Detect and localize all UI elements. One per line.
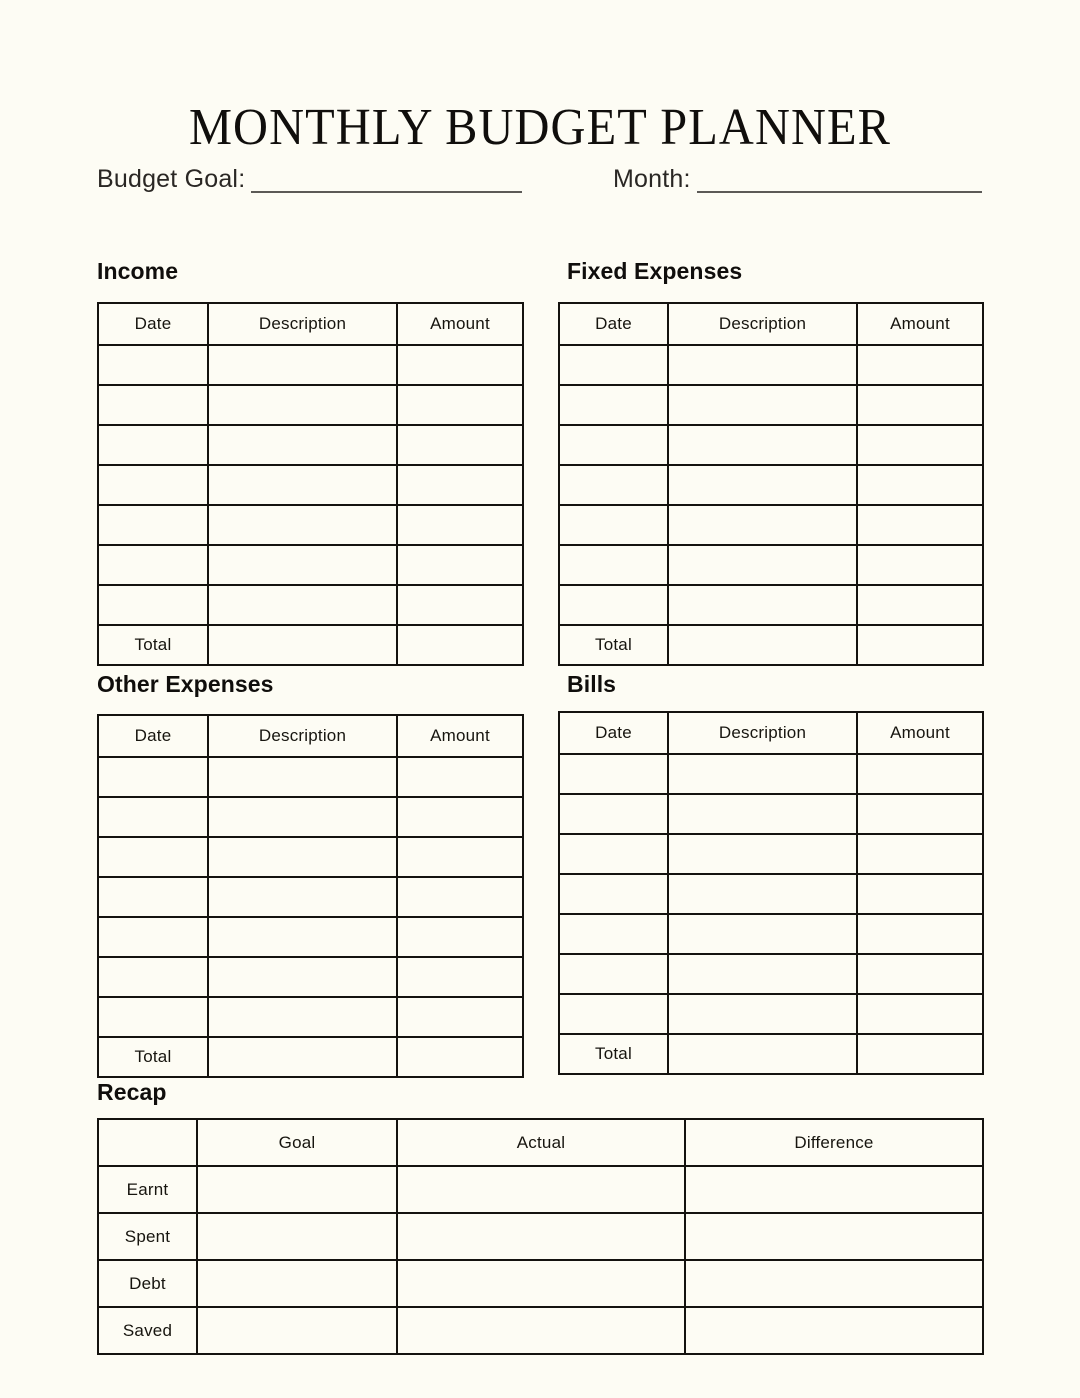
cell-date[interactable]	[559, 585, 668, 625]
cell-amount[interactable]	[397, 797, 523, 837]
table-header-row	[98, 303, 523, 345]
table-row[interactable]	[98, 757, 523, 797]
total-amount[interactable]	[397, 1037, 523, 1077]
table-row[interactable]	[98, 585, 523, 625]
cell-date[interactable]	[98, 917, 208, 957]
cell-date[interactable]	[98, 545, 208, 585]
total-description[interactable]	[208, 625, 397, 665]
total-label: Total	[559, 625, 668, 665]
total-amount[interactable]	[857, 625, 983, 665]
cell-amount[interactable]	[857, 874, 983, 914]
cell-description[interactable]	[208, 797, 397, 837]
column-header-amount: Amount	[397, 715, 523, 757]
table-row[interactable]	[559, 545, 983, 585]
cell-amount[interactable]	[397, 505, 523, 545]
month-input-rule[interactable]	[697, 190, 982, 193]
cell-description[interactable]	[208, 757, 397, 797]
table-row[interactable]	[559, 505, 983, 545]
table-row[interactable]	[559, 754, 983, 794]
cell-description[interactable]	[668, 834, 857, 874]
month-label: Month:	[613, 165, 691, 193]
cell-date[interactable]	[98, 997, 208, 1037]
cell-amount[interactable]	[857, 994, 983, 1034]
column-header-date: Date	[98, 303, 208, 345]
table-row[interactable]	[559, 834, 983, 874]
budget-goal-field[interactable]	[97, 158, 522, 196]
cell-amount[interactable]	[857, 914, 983, 954]
column-header-description: Description	[208, 715, 397, 757]
table-row[interactable]	[98, 505, 523, 545]
table-header-row	[559, 303, 983, 345]
table-row[interactable]	[559, 585, 983, 625]
cell-amount[interactable]	[397, 837, 523, 877]
bills-table[interactable]	[558, 711, 984, 1075]
recap-cell-actual[interactable]	[397, 1307, 685, 1354]
recap-column-header-actual: Actual	[397, 1119, 685, 1166]
cell-description[interactable]	[208, 957, 397, 997]
recap-header-row	[98, 1119, 983, 1166]
recap-cell-goal[interactable]	[197, 1213, 397, 1260]
recap-row[interactable]	[98, 1166, 983, 1213]
cell-description[interactable]	[668, 505, 857, 545]
cell-date[interactable]	[98, 957, 208, 997]
section-heading-bills: Bills	[567, 671, 617, 697]
table-row[interactable]	[559, 794, 983, 834]
cell-amount[interactable]	[857, 585, 983, 625]
recap-row[interactable]	[98, 1213, 983, 1260]
cell-description[interactable]	[668, 874, 857, 914]
cell-date[interactable]	[559, 954, 668, 994]
cell-description[interactable]	[668, 794, 857, 834]
cell-description[interactable]	[668, 954, 857, 994]
table-total-row[interactable]	[559, 1034, 983, 1074]
recap-cell-difference[interactable]	[685, 1213, 983, 1260]
table-row[interactable]	[98, 917, 523, 957]
cell-date[interactable]	[98, 505, 208, 545]
column-header-date: Date	[98, 715, 208, 757]
cell-date[interactable]	[559, 505, 668, 545]
recap-row-label: Saved	[98, 1307, 197, 1354]
cell-description[interactable]	[208, 425, 397, 465]
column-header-date: Date	[559, 712, 668, 754]
table-row[interactable]	[98, 385, 523, 425]
cell-amount[interactable]	[397, 585, 523, 625]
cell-amount[interactable]	[397, 917, 523, 957]
table-row[interactable]	[559, 994, 983, 1034]
cell-date[interactable]	[98, 797, 208, 837]
cell-description[interactable]	[208, 837, 397, 877]
other-expenses-table[interactable]	[97, 714, 524, 1078]
cell-description[interactable]	[668, 425, 857, 465]
cell-date[interactable]	[98, 585, 208, 625]
cell-date[interactable]	[559, 994, 668, 1034]
cell-date[interactable]	[559, 425, 668, 465]
table-row[interactable]	[559, 385, 983, 425]
recap-cell-goal[interactable]	[197, 1260, 397, 1307]
cell-amount[interactable]	[857, 834, 983, 874]
cell-amount[interactable]	[397, 465, 523, 505]
recap-row-label: Debt	[98, 1260, 197, 1307]
table-row[interactable]	[98, 997, 523, 1037]
table-row[interactable]	[98, 797, 523, 837]
cell-date[interactable]	[98, 837, 208, 877]
cell-description[interactable]	[668, 345, 857, 385]
cell-date[interactable]	[559, 794, 668, 834]
cell-date[interactable]	[559, 874, 668, 914]
cell-description[interactable]	[668, 385, 857, 425]
cell-amount[interactable]	[857, 754, 983, 794]
table-header-row	[98, 715, 523, 757]
section-heading-recap: Recap	[97, 1079, 167, 1105]
cell-amount[interactable]	[397, 385, 523, 425]
table-row[interactable]	[98, 545, 523, 585]
column-header-description: Description	[208, 303, 397, 345]
recap-row-label: Spent	[98, 1213, 197, 1260]
cell-description[interactable]	[208, 345, 397, 385]
income-table[interactable]	[97, 302, 524, 666]
cell-description[interactable]	[208, 877, 397, 917]
table-row[interactable]	[559, 465, 983, 505]
recap-cell-actual[interactable]	[397, 1213, 685, 1260]
column-header-description: Description	[668, 303, 857, 345]
recap-row[interactable]	[98, 1307, 983, 1354]
cell-amount[interactable]	[397, 757, 523, 797]
total-description[interactable]	[208, 1037, 397, 1077]
budget-goal-input-rule[interactable]	[251, 190, 522, 193]
cell-date[interactable]	[98, 425, 208, 465]
cell-description[interactable]	[668, 465, 857, 505]
table-row[interactable]	[559, 425, 983, 465]
cell-amount[interactable]	[397, 997, 523, 1037]
column-header-date: Date	[559, 303, 668, 345]
cell-amount[interactable]	[397, 425, 523, 465]
cell-date[interactable]	[559, 834, 668, 874]
cell-amount[interactable]	[857, 505, 983, 545]
cell-description[interactable]	[208, 465, 397, 505]
recap-table[interactable]	[97, 1118, 984, 1355]
fixed-expenses-table[interactable]	[558, 302, 984, 666]
column-header-description: Description	[668, 712, 857, 754]
cell-description[interactable]	[668, 914, 857, 954]
cell-amount[interactable]	[857, 465, 983, 505]
section-heading-other-expenses: Other Expenses	[97, 671, 274, 697]
cell-date[interactable]	[98, 877, 208, 917]
recap-corner-cell	[98, 1119, 197, 1166]
table-total-row[interactable]	[98, 625, 523, 665]
recap-cell-difference[interactable]	[685, 1166, 983, 1213]
table-row[interactable]	[559, 874, 983, 914]
cell-description[interactable]	[668, 994, 857, 1034]
recap-column-header-goal: Goal	[197, 1119, 397, 1166]
cell-description[interactable]	[668, 545, 857, 585]
table-row[interactable]	[98, 957, 523, 997]
recap-row[interactable]	[98, 1260, 983, 1307]
recap-cell-difference[interactable]	[685, 1260, 983, 1307]
cell-description[interactable]	[208, 585, 397, 625]
table-row[interactable]	[98, 837, 523, 877]
cell-date[interactable]	[98, 385, 208, 425]
total-amount[interactable]	[397, 625, 523, 665]
cell-description[interactable]	[208, 997, 397, 1037]
table-header-row	[559, 712, 983, 754]
total-description[interactable]	[668, 1034, 857, 1074]
page-title: MONTHLY BUDGET PLANNER	[188, 98, 892, 156]
cell-date[interactable]	[559, 754, 668, 794]
table-row[interactable]	[98, 345, 523, 385]
total-label: Total	[98, 1037, 208, 1077]
cell-date[interactable]	[98, 345, 208, 385]
cell-amount[interactable]	[397, 345, 523, 385]
column-header-amount: Amount	[857, 712, 983, 754]
section-heading-fixed-expenses: Fixed Expenses	[567, 258, 743, 284]
cell-description[interactable]	[208, 505, 397, 545]
column-header-amount: Amount	[397, 303, 523, 345]
meta-row	[97, 158, 982, 198]
recap-row-label: Earnt	[98, 1166, 197, 1213]
cell-date[interactable]	[98, 465, 208, 505]
cell-description[interactable]	[208, 545, 397, 585]
cell-description[interactable]	[668, 754, 857, 794]
column-header-amount: Amount	[857, 303, 983, 345]
total-label: Total	[559, 1034, 668, 1074]
total-description[interactable]	[668, 625, 857, 665]
cell-amount[interactable]	[397, 545, 523, 585]
table-total-row[interactable]	[98, 1037, 523, 1077]
cell-amount[interactable]	[397, 957, 523, 997]
cell-amount[interactable]	[857, 794, 983, 834]
cell-amount[interactable]	[857, 954, 983, 994]
recap-cell-difference[interactable]	[685, 1307, 983, 1354]
recap-cell-actual[interactable]	[397, 1260, 685, 1307]
total-label: Total	[98, 625, 208, 665]
cell-amount[interactable]	[397, 877, 523, 917]
cell-date[interactable]	[559, 545, 668, 585]
recap-column-header-difference: Difference	[685, 1119, 983, 1166]
recap-cell-actual[interactable]	[397, 1166, 685, 1213]
cell-date[interactable]	[559, 385, 668, 425]
month-field[interactable]	[613, 158, 982, 196]
cell-amount[interactable]	[857, 425, 983, 465]
cell-date[interactable]	[559, 914, 668, 954]
cell-date[interactable]	[559, 345, 668, 385]
cell-date[interactable]	[98, 757, 208, 797]
total-amount[interactable]	[857, 1034, 983, 1074]
recap-cell-goal[interactable]	[197, 1307, 397, 1354]
table-row[interactable]	[98, 877, 523, 917]
table-total-row[interactable]	[559, 625, 983, 665]
table-row[interactable]	[98, 465, 523, 505]
cell-amount[interactable]	[857, 545, 983, 585]
budget-goal-label: Budget Goal:	[97, 165, 246, 193]
cell-amount[interactable]	[857, 345, 983, 385]
table-row[interactable]	[559, 914, 983, 954]
cell-amount[interactable]	[857, 385, 983, 425]
cell-description[interactable]	[668, 585, 857, 625]
cell-description[interactable]	[208, 917, 397, 957]
cell-date[interactable]	[559, 465, 668, 505]
recap-cell-goal[interactable]	[197, 1166, 397, 1213]
table-row[interactable]	[559, 954, 983, 994]
cell-description[interactable]	[208, 385, 397, 425]
table-row[interactable]	[559, 345, 983, 385]
section-heading-income: Income	[97, 258, 179, 284]
table-row[interactable]	[98, 425, 523, 465]
